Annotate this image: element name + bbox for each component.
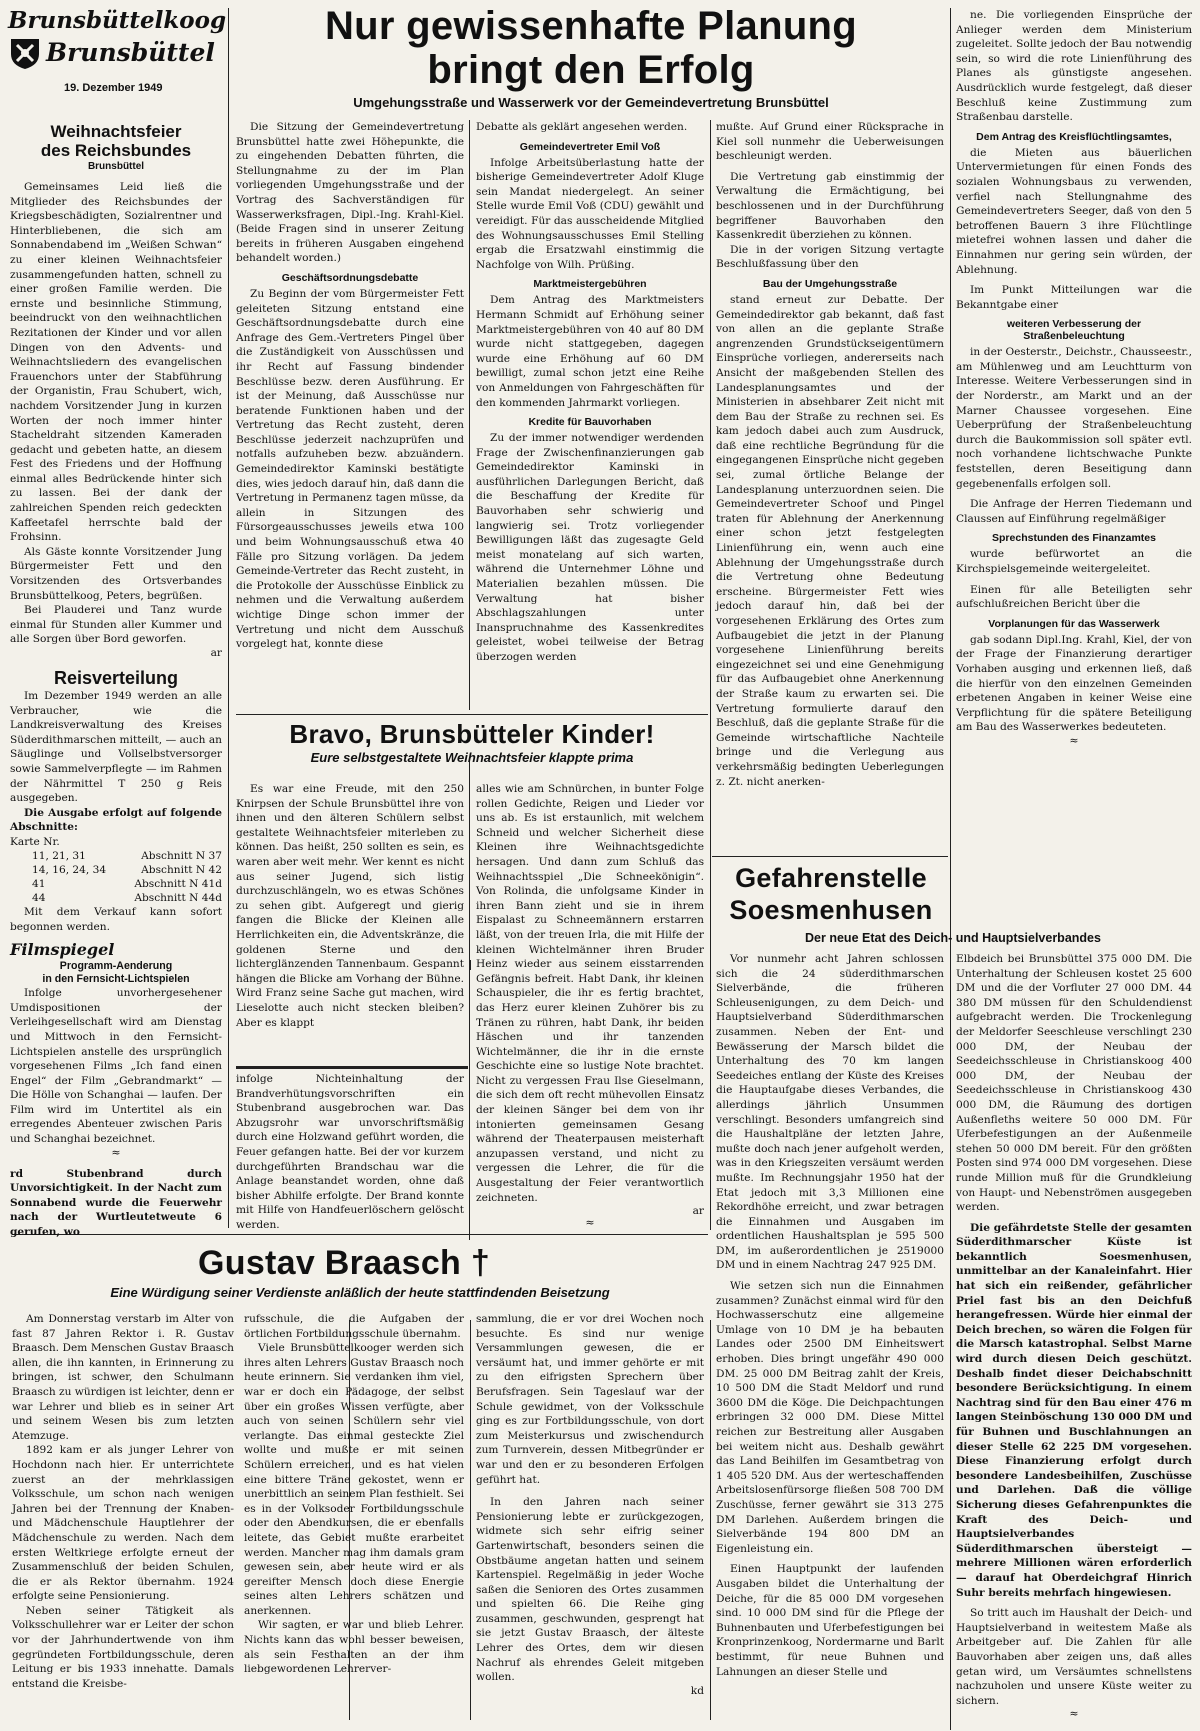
gefahr-paragraph: Elbdeich bei Brunsbüttel 375 000 DM. Die Unterhaltung der Schleusen kostet 25 600 DM und die der Vorfluter 27 000 DM. 44 380 DM müssen für den Schuldendienst aufgebracht werden. Die Trockenlegung der Meldorfer Seeschleuse verschlingt 230 000 DM, der Neubau der Seedeichsschleuse in Christianskoog 400 000 DM, der Neubau der Seedeichsschleuse in Christianskoog 430 000 DM, die Räumung des dortigen Außenfleths weitere 50 000 DM. Für Uferbefestigungen an der Außenmeile stehen 50 000 DM bereit. Für den größten Posten sind 974 000 DM vorgesehen. Diese runde Million muß für die Grundkleiung von Haupt- und Nebenströmen ausgegeben werden. [956,953,1192,1214]
lead-paragraph: Die in der vorigen Sitzung vertagte Beschlußfassung über den [716,243,944,271]
reis-table-row [32,877,222,891]
gefahr-paragraph: Einen Hauptpunkt der laufenden Ausgaben bildet die Unterhaltung der Deiche, für die 85 000 DM vorgesehen sind. 10 000 DM sind für die Pflege der Buhnenbauten und Uferbefestigungen bei Kronprinzenkoog, Nordermarne und Barlt bestimmt, für neue Buhnen und Lahnungen an dieser Stelle und [716,1563,944,1678]
column-rule [950,8,951,1730]
lead-paragraph: Im Punkt Mitteilungen war die Bekanntgabe einer [956,284,1192,311]
braasch-paragraph: 1892 kam er als junger Lehrer von Hochdonn nach hier. Er unterrichtete zuerst an der mehrklassigen Volksschule, um schon nach wenigen Jahren bei der Trennung der Knaben- und Mädchenschule Hauptlehrer der Mädchenschule zu werden. Nach dem ersten Weltkriege erfolgte erneut der Zusammenschluß der beiden Schulen, die er als Rektor übernahm. 1924 erfolgte seine Pensionierung. [12,1444,234,1603]
town-crest-icon [8,36,42,70]
lead-paragraph: Einen für alle Beteiligten sehr aufschlußreichen Bericht über die [956,583,1192,611]
lead-subhead: Gemeindevertreter Emil Voß [519,140,661,153]
weihnacht-paragraph: Gemeinsames Leid ließ die Mitglieder des Reichsbundes der Kriegsbeschädigten, Sozialrentner und Hinterbliebenen, die sich am Sonnabendabend im „Weißen Schwan“ zu einer kleinen Weihnachtsfeier zusammengefunden hatten, schnell zu einer großen Familie werden. Die ernste und besinnliche Stimmung, beeindruckt von den weihnachtlichen Rezitationen der Kinder und vor allen Dingen von den Advents- und Weihnachtsliedern des evangelischen Frauenchors unter der Stabführung der Organistin, Frau Schubert, wich, nachdem Vorsitzender Jung in kurzen Worten der noch immer hinter Stacheldraht sitzenden Kameraden gedacht und gebeten hatte, an diesem Fest des Friedens und der Hoffnung einmal alles Bedrückende hinter sich zu lassen. Bei der dank der zahlreichen Spenden reich gedeckten Kaffeetafel herrschte bald der Frohsinn. [10,181,222,544]
reis-table-row [32,891,222,905]
lead-headline [236,4,946,112]
column-rule [469,120,470,710]
lead-paragraph: Die Anfrage der Herren Tiedemann und Claussen auf Einführung regelmäßiger [956,498,1192,525]
lead-paragraph: Zu der immer notwendiger werdenden Frage der Zwischenfinanzierungen gab Gemeindedirektor Kaminski in ausführlichen Darlegungen Bericht, daß die Beschaffung der Kredite für Bauvorhaben sehr schwierig und langwierig sei. Trotz vorliegender Bewilligungen läßt das zugesagte Geld meist monatelang auf sich warten, während die Unternehmer Löhne und Materialien bezahlen müssen. Die Verwaltung hat bisher Abschlagszahlungen unter Inanspruchnahme des Kassenkredites geleistet, wobei teilweise der Betrag überzogen werden [476,432,704,663]
lead-subline: Umgehungsstraße und Wasserwerk vor der Gemeindevertretung Brunsbüttel [353,95,829,110]
bravo-signature: ar [692,1205,704,1218]
lead-paragraph: ne. Die vorliegenden Einsprüche der Anlieger werden dem Ministerium zugeleitet. Sollte jedoch der Bau notwendig sein, so wird die rote Linienführung des Planes als günstigste angesehen. Ausdrücklich wurde festgelegt, daß dieser Beschluß keine Zustimmung zum Straßenbau darstelle. [956,9,1192,124]
reis-karte-number: 14, 16, 24, 34 [32,863,107,876]
lead-subhead: Dem Antrag des Kreisflüchtlingsamtes, [976,130,1172,143]
end-mark: ≈ [1069,1707,1079,1721]
reis-abschnitt: Abschnitt N 44d [134,891,222,904]
braasch-header [12,1242,708,1302]
bravo-column-1 [236,782,464,1064]
braasch-column-2 [244,1312,464,1730]
braasch-paragraph: rufsschule, die die Aufgaben der örtlichen Fortbildungsschule übernahm. [244,1313,464,1340]
reis-table-row [32,849,222,863]
reis-headline: Reisverteilung [53,668,179,688]
lead-subhead: Geschäftsordnungsdebatte [281,271,419,284]
reis-abschnitt: Abschnitt N 42 [141,863,222,876]
column-rule [469,760,470,1240]
column-rule [228,8,229,1228]
stubenbrand-paragraph: rd Stubenbrand durch Unvorsichtigkeit. In der Nacht zum Sonnabend wurde die Feuerwehr nach der Wurtleutetweute 6 gerufen, wo [10,1167,222,1239]
weihnacht-headline-line2: des Reichsbundes [40,141,192,160]
gefahr-headline-line2: Soesmenhusen [729,895,933,925]
end-mark: ≈ [585,1216,595,1230]
lead-paragraph: stand erneut zur Debatte. Der Gemeindedirektor gab bekannt, daß fast von allen an die geplante Straße angrenzenden Grundstückseigentümern Einsprüche vorliegen, andererseits nach Ansicht der maßgebenden Stellen des Landesplanungsamtes und der Ministerien in absehbarer Zeit nicht mit dem Bau der Straße zu rechnen sei. Es kam jedoch dabei auch zum Ausdruck, daß eine rechtliche Begründung für die eingegangenen Einsprüche nicht gegeben sei, zumal örtliche Belange der Landesplanung unterzuordnen seien. Die Gemeindevertreter Schoof und Pingel traten für Ablehnung der Anerkennung einer schon jetzt festgelegten Linienführung ein, wenn auch eine Ablehnung der Umgehungsstraße durch die Vertretung ohne Bedeutung erscheine. Bürgermeister Fett wies jedoch darauf hin, daß bei der vorgesehenen Erklärung des Ortes zum Aufbaugebiet die jetzt in der Planung vorgesehene Linienführung bereits eingezeichnet sei und eine Genehmigung für das Aufbaugebiet ohne Anerkennung der Straße kaum zu erwarten sei. Die Vertretung formulierte darauf den Beschluß, daß die geplante Straße für die Gemeinde wirtschaftliche Nachteile bringe und die Verlegung aus verkehrsmäßig bedingten Ueberlegungen z. Zt. nicht anerken- [716,293,944,788]
column-rule [710,120,711,1230]
weihnacht-place: Brunsbüttel [87,161,145,172]
reis-paragraph: Im Dezember 1949 werden an alle Verbraucher, wie die Landkreisverwaltung des Kreises Süderdithmarschen mitteilt, — auch an Säuglinge und Vollselbstversorger sowie Sammelverpflegte — im Rahmen der Nährmittel T 250 g Reis ausgegeben. [10,690,222,805]
lead-subhead: Vorplanungen für das Wasserwerk [988,617,1160,630]
lead-paragraph: Die Vertretung gab einstimmig der Verwaltung die Ermächtigung, bei beschlossenen und in der Durchführung begriffener Bauvorhaben den Kassenkredit überziehen zu können. [716,170,944,242]
reis-paragraph: Mit dem Verkauf kann sofort begonnen werden. [10,905,222,933]
braasch-paragraph: sammlung, die er vor drei Wochen noch besuchte. Es sind nur wenige Versammlungen gewesen, die er versäumt hat, und immer gehörte er mit zu den eifrigsten Sprechern über Berufsfragen. Sein Tageslauf war der Schule gewidmet, von der Volksschule ging es zur Fortbildungsschule, von dort zum Meisterkursus und zwischendurch zum Turnverein, dessen Mitbegründer er war und den er zu besonderen Erfolgen geführt hat. [476,1313,704,1486]
lead-headline-line2: bringt den Erfolg [427,48,755,92]
lead-paragraph: wurde befürwortet an die Kirchspielsgemeinde weitergeleitet. [956,548,1192,575]
reis-karte-label: Karte Nr. [10,835,60,848]
braasch-paragraph: Am Donnerstag verstarb im Alter von fast 87 Jahren Rektor i. R. Gustav Braasch. Dem Menschen Gustav Braasch allen, die ihn kannten, in Erinnerung zu bringen, ist schwer, den Schulmann Braasch zu würdigen ist leichter, denn er war Lehrer und blieb es in seiner Art und seinem Wesen bis zum letzten Atemzuge. [12,1313,234,1442]
braasch-headline: Gustav Braasch † [198,1244,491,1282]
reis-abschnitt: Abschnitt N 41d [134,877,222,890]
lead-subhead: Sprechstunden des Finanzamtes [992,532,1156,545]
gefahr-paragraph: Die gefährdetste Stelle der gesamten Süderdithmarscher Küste ist bekanntlich Soesmenhusen, unmittelbar an der Kanaleinfahrt. Hier hat sich ein reißender, gefährlicher Priel fast bis an den Deichfuß herangefressen. Würde hier einmal der Deich brechen, so wären die Folgen für die Marsch katastrophal. Selbst Marne wird durch diesen Deich geschützt. Deshalb findet dieser Deichabschnitt besondere Berücksichtigung. In einem Nachtrag sind für den Bau einer 476 m langen Steinböschung 130 000 DM und für Buhnen und Buschlahnungen an dieser Stelle 62 225 DM vorgesehen. Diese Finanzierung erfolgt durch besondere Landesbeihilfen, Zuschüsse und Darlehen. Daß die völlige Sicherung dieses Gefahrenpunktes die Kraft des Deich- und Hauptsielverbandes Süderdithmarschen übersteigt — mehrere Millionen wären erforderlich — darauf hat Oberdeichgraf Hinrich Suhr bereits mehrfach hingewiesen. [956,1221,1192,1599]
gefahr-headline-line1: Gefahrenstelle [735,863,927,893]
reis-paragraph: Die Ausgabe erfolgt auf folgende Abschnitte: [10,806,222,834]
masthead-line2: Brunsbüttel [46,38,215,67]
column-rule [470,1320,471,1720]
gefahr-paragraph: Vor nunmehr acht Jahren schlossen sich die 24 süderdithmarschen Sielverbände, die früheren Schleusenigungen, zu dem Deich- und Hauptsielverband Süderdithmarschen zusammen. Neben der Ent- und Bewässerung der Marsch bildet die Unterhaltung des 70 km langen Seedeiches entlang der Küste des Kreises die Hauptaufgabe dieses Verbandes, die allerdings jährlich Unsummen verschlingt. Besonders umfangreich sind die Haushaltpläne der letzten Jahre, mußte doch nach jener aufgeholt werden, was in den Kriegszeiten versäumt werden mußte. Im Rechnungsjahr 1950 hat der Etat jedoch mit 3,3 Millionen eine Rekordhöhe erreicht, und zwar betragen die Einnahmen und Ausgaben im ordentlichen Haushaltsplan je 595 500 DM, im außerordentlichen je 2519000 DM und in einem Nachtrag 247 925 DM. [716,953,944,1272]
lead-headline-line1: Nur gewissenhafte Planung [324,4,858,48]
stubenbrand-continued [236,1072,464,1232]
stubenbrand-paragraph: infolge Nichteinhaltung der Brandverhütungsvorschriften ein Stubenbrand ausgebrochen war. Das Abzugsrohr war unvorschriftsmäßig durch eine Holzwand geführt worden, die Feuer gefangen hatte. Bei der vor kurzem durchgeführten Brandschau war die Anlage beanstandet worden, ohne daß bisher Abhilfe erfolgte. Der Brand konnte mit Hilfe von Handfeuerlöschern gelöscht werden. [236,1073,464,1231]
lead-paragraph: Die Sitzung der Gemeindevertretung Brunsbüttel hatte zwei Höhepunkte, die zu eingehenden Debatten führten, die Stellungnahme zu der im Plan vorliegenden Umgehungsstraße und der Vortrag des Sachverständigen für Wasserwerksfragen, Dipl.-Ing. Krahl-Kiel. (Beide Fragen sind in unserer Zeitung bereits in früheren Ausgaben eingehend behandelt worden.) [236,121,464,265]
column-rule [470,960,471,970]
left-column [10,118,222,1239]
masthead-line1: Brunsbüttelkoog [8,7,227,34]
film-paragraph: Infolge unvorhergesehener Umdispositionen der Verleihgesellschaft wird am Dienstag und Mittwoch in den Fernsicht-Lichtspielen anstelle des ursprünglich vorgesehenen Films „Ich fand einen Engel“ der Film „Gebrandmarkt“ — Die Hölle von Schanghai — laufen. Der Film wird im Untertitel als ein erregendes Abenteuer zwischen Paris und Schanghai bezeichnet. [10,987,222,1146]
reis-table [10,849,222,905]
lead-subhead: Marktmeistergebühren [533,278,647,291]
braasch-paragraph: Neben seiner Tätigkeit als Volksschullehrer war er Leiter der schon vor der Jahrhundertwende von ihm gegründeten Fortbildungsschule, deren Leitung er bis 1933 innehatte. Damals entstand die Kreisbe- [12,1604,234,1690]
reis-abschnitt: Abschnitt N 37 [141,849,222,862]
gefahr-header [714,862,948,926]
gefahr-column-2 [956,952,1192,1728]
weihnacht-signature: ar [210,647,222,659]
lead-subhead: Kredite für Bauvorhaben [528,416,652,429]
lead-paragraph: Zu Beginn der vom Bürgermeister Fett geleiteten Sitzung entstand eine Geschäftsordnungsdebatte durch eine Anfrage des Gem.-Vertreters Pingel über die Zuständigkeit von Ausschüssen und ihr Recht auf Fassung bindender Beschlüsse bezw. deren Ausführung. Er ist der Meinung, daß Ausschüsse nur beratende Funktionen haben und der Vertretung das Recht zusteht, deren Beschlüsse jederzeit nachzuprüfen und notfalls aufzuheben bezw. abzuändern. Gemeindedirektor Kaminski bestätigte dies, wies jedoch darauf hin, daß dann die Vertretung in Permanenz tagen müsse, da allein in Sitzungen des Fürsorgeausschusses jeweils etwa 100 und beim Wohnungsausschuß etwa 40 Fälle pro Sitzung vorlägen. Da jedem Gemeinde-Vertreter das Recht zusteht, in die Protokolle der Ausschüsse Einblick zu nehmen und die Verwaltung außerdem wichtige Dinge schon immer der Vertretung und nicht dem Ausschuß vorgelegt hat, konnte diese [236,287,464,651]
reis-table-row [32,863,222,877]
lead-paragraph: mußte. Auf Grund einer Rücksprache in Kiel soll nunmehr die Ueberweisungen beschleunigt werden. [716,121,944,163]
bravo-column-2 [476,782,704,1230]
lead-paragraph: Debatte als geklärt angesehen werden. [476,121,688,133]
lead-column-4 [956,8,1192,1008]
braasch-paragraph: Viele Brunsbüttelkooger werden sich ihres alten Lehrers Gustav Braasch noch heute erinnern. Sie verdanken ihm viel, war er doch ein Pädagoge, der selbst über ein großes Wissen verfügte, aber auch von seinen Schülern sehr viel verlangte. Das einmal gesteckte Ziel wollte und mußte er mit seinen Schülern erreichen, und es hat vielen eine bittere Träne gekostet, wenn er unerbittlich an seinem Plan festhielt. Sei es in der Volksoder Fortbildungsschule oder den Abendkursen, die er ebenfalls leitete, das Gebiet mußte erarbeitet werden. Mancher mag ihm damals gram gewesen sein, aber heute wird er als gereifter Mensch doch diese Energie seines alten Lehrers schätzen und anerkennen. [244,1342,464,1617]
lead-paragraph: Dem Antrag des Marktmeisters Hermann Schmidt auf Erhöhung seiner Marktmeistergebühren von 40 auf 80 DM wurde nicht stattgegeben, dagegen wurde eine Erhöhung auf 60 DM bewilligt, zumal schon jetzt eine Reihe von Anmeldungen von Fahrgeschäften für den kommenden Jahrmarkt vorliegen. [476,294,704,409]
gefahr-paragraph: Wie setzen sich nun die Einnahmen zusammen? Zunächst einmal wird für den Hochwasserschutz eine allgemeine Umlage von 10 DM je ha bebauten Landes oder 2500 DM Einheitswert erhoben. Dies bringt ungefähr 490 000 DM. 25 000 DM Beitrag zahlt der Kreis, 10 500 DM die Stadt Meldorf und rund 3600 DM die Köge. Die Deichpachtungen erbringen 32 000 DM. Diese Mittel reichen zur Bestreitung aller Ausgaben bei weitem nicht aus. Deshalb gewährt das Land Beihilfen im Gesamtbetrag von 1 405 520 DM. Aus der werteschaffenden Arbeitslosenfürsorge fließen 508 700 DM Zuschüsse, ferner gewährt sie 313 275 DM Darlehen. Außerdem bringen die Sielverbände 194 800 DM an Eigenleistung ein. [716,1280,944,1555]
gefahr-column-1 [716,952,944,1728]
reis-karte-number: 44 [32,891,46,904]
film-kicker: Filmspiegel [10,940,115,960]
weihnacht-paragraph: Als Gäste konnte Vorsitzender Jung Bürgermeister Fett und den Vorsitzenden des Ortsverbandes Brunsbüttelkoog, Peters, begrüßen. [10,545,222,602]
reis-karte-number: 11, 21, 31 [32,849,86,862]
section-rule [236,714,708,715]
braasch-signature: kd [690,1684,704,1697]
lead-column-1 [236,120,464,714]
lead-column-3 [716,120,944,860]
end-mark: ≈ [111,1145,121,1159]
lead-paragraph: in der Oesterstr., Deichstr., Chausseestr., am Mühlenweg und am Leuchtturm von Interesse. Weitere Verbesserungen sind in der Norderstr., am Markt und an der Marner Chaussee vorgesehen. Eine Ueberprüfung der Straßenbeleuchtung durch die Baukommission soll später evtl. noch vorhandene lichtschwache Punkte feststellen, deren Beseitigung dann gegebenenfalls erfolgen soll. [956,346,1192,490]
weihnacht-headline-line1: Weihnachtsfeier [50,122,182,141]
braasch-paragraph: Wir sagten, er war und blieb Lehrer. Nichts kann das wohl besser beweisen, als sein Festhalten an der ihm liebgewordenen Lehrerver- [244,1619,464,1676]
braasch-paragraph: In den Jahren nach seiner Pensionierung lebte er zurückgezogen, widmete sich sehr eifrig seiner Gartenwirtschaft, besonders seinen die Obstbäume angetan hatten und seinem Kartenspiel. Regelmäßig in jeder Woche saßen die Senioren des Ortes zusammen und spielten 66. Die Reihe ging zusammen, geschwunden, gesprengt hat sie jetzt Gustav Braasch, der älteste Lehrer des Ortes, dem wir diesen Nachruf als ehrendes Geleit mitgeben wollen. [476,1496,704,1684]
lead-subhead: Bau der Umgehungsstraße [762,277,898,290]
bravo-headline: Bravo, Brunsbütteler Kinder! [289,719,655,749]
braasch-column-3 [476,1312,704,1730]
lead-paragraph: Infolge Arbeitsüberlastung hatte der bisherige Gemeindevertreter Adolf Kluge sein Mandat niedergelegt. An seiner Stelle wurde Emil Voß (CDU) gewählt und vereidigt. Für das ausscheidende Mitglied des Wohnungsausschusses Emil Stelling ergab die Ersatzwahl einstimmig die Nachfolge von Wilh. Prüßing. [476,156,704,271]
lead-subhead: weiteren Verbesserung der Straßenbeleuchtung [1006,318,1142,343]
column-rule [710,1320,711,1720]
bravo-subline: Eure selbstgestaltete Weihnachtsfeier klappte prima [310,750,634,765]
braasch-column-1 [12,1312,234,1730]
bravo-paragraph: Es war eine Freude, mit den 250 Knirpsen der Schule Brunsbüttel ihre von ihnen und den älteren Schülern selbst gestaltete Weihnachtsfeier miterleben zu können. Das heißt, 250 sollten es sein, es waren aber weit mehr. Wer kennt es nicht aus seiner Jugend, sich listig durchzuschlängeln, wo es etwas Schönes zu sehen gibt. Aufgeregt und gierig fangen die Blicke der Kleinen alle Herrlichkeiten ein, die Adventskränze, die goldenen Sterne und den lichterglänzenden Tannenbaum. Gespannt hängen die Blicke am Vorhang der Bühne. Wird Franz seine Sache gut machen, wird Lieselotte auch nicht stecken bleiben? Aber es klappt [236,783,464,1029]
bravo-paragraph: alles wie am Schnürchen, in bunter Folge rollen Gedichte, Reigen und Lieder vor uns ab. Es ist erstaunlich, mit welchem Schneid und welcher Sicherheit diese Kleinen ihre Weihnachtsgedichte hersagen. Und dann zum Schluß das Weihnachtsspiel „Die Schneekönigin“. Von Rolinda, die unfolgsame Kinder in ihren Bann zieht und sie in ihrem Eispalast zu Schneemännern erstarren läßt, von der treuen Irla, die mit Hilfe der kleinen Wichtelmänner ihren Bruder Heinz wieder aus seinem eisstarrenden Gefängnis befreit. Habt Dank, ihr kleinen Schauspieler, die ihr es fertig brachtet, das Herz eurer kleinen Zuhörer bis zu Tränen zu rühren, habt Dank, ihr beiden Häschen und ihr tanzenden Wichtelmänner, die ihr in die ernste Geschichte eine so lustige Note brachtet. Nicht zu vergessen Frau Ilse Gieselmann, die sich dem oft recht mühevollen Einsatz der kleinen Sänger bei dem von ihr intonierten gemeinsamen Gesang während der Theaterpausen meisterhaft anzupassen verstand, und nicht zu vergessen die Lehrer, die für die Ausgestaltung der Feier verantwortlich zeichneten. [476,783,704,1204]
film-headline-line2: in den Fernsicht-Lichtspielen [42,973,190,986]
reis-karte-number: 41 [32,877,46,890]
braasch-subline: Eine Würdigung seiner Verdienste anläßlich der heute stattfindenden Beisetzung [110,1285,610,1300]
end-mark: ≈ [1069,733,1079,747]
section-rule [236,1066,468,1069]
film-headline-line1: Programm-Aenderung [59,960,173,973]
lead-column-2 [476,120,704,714]
gefahr-paragraph: So tritt auch im Haushalt der Deich- und Hauptsielverband in weitestem Maße als Arbeitgeber auf. Die Zahlen für alle Bauvorhaben aber zeigen uns, daß alles getan wird, um Versäumtes schnellstens nachzuholen und unsere Küste weiter zu sichern. [956,1607,1192,1707]
masthead [8,7,227,116]
weihnacht-paragraph: Bei Plauderei und Tanz wurde einmal für Stunden aller Kummer und alle Sorgen über Bord geworfen. [10,604,222,646]
gefahr-subline: Der neue Etat des Deich- und Hauptsielverbandes [805,931,1101,945]
lead-paragraph: die Mieten aus bäuerlichen Untervermietungen für einen Fonds des sozialen Wohnungsbaus zu verwenden, verfiel nach Stellungnahme des Gemeindevertreters Seeger, daß von den 5 betroffenen Bauern 3 ihre Flüchtlinge mietefrei wohnen lassen und daher die Einnahmen nur gering sein würden, der Ablehnung. [956,146,1192,276]
lead-paragraph: gab sodann Dipl.Ing. Krahl, Kiel, der von der Frage der Finanzierung derartiger Vorhaben ausging und erkennen ließ, daß die hierfür von den einzelnen Gemeinden erbetenen Angaben in keiner Weise eine Verpflichtung für die spätere Beteiligung am Bau des Wasserwerkes bedeuteten. [956,633,1192,734]
masthead-date: 19. Dezember 1949 [64,82,163,94]
bravo-header [236,718,708,766]
